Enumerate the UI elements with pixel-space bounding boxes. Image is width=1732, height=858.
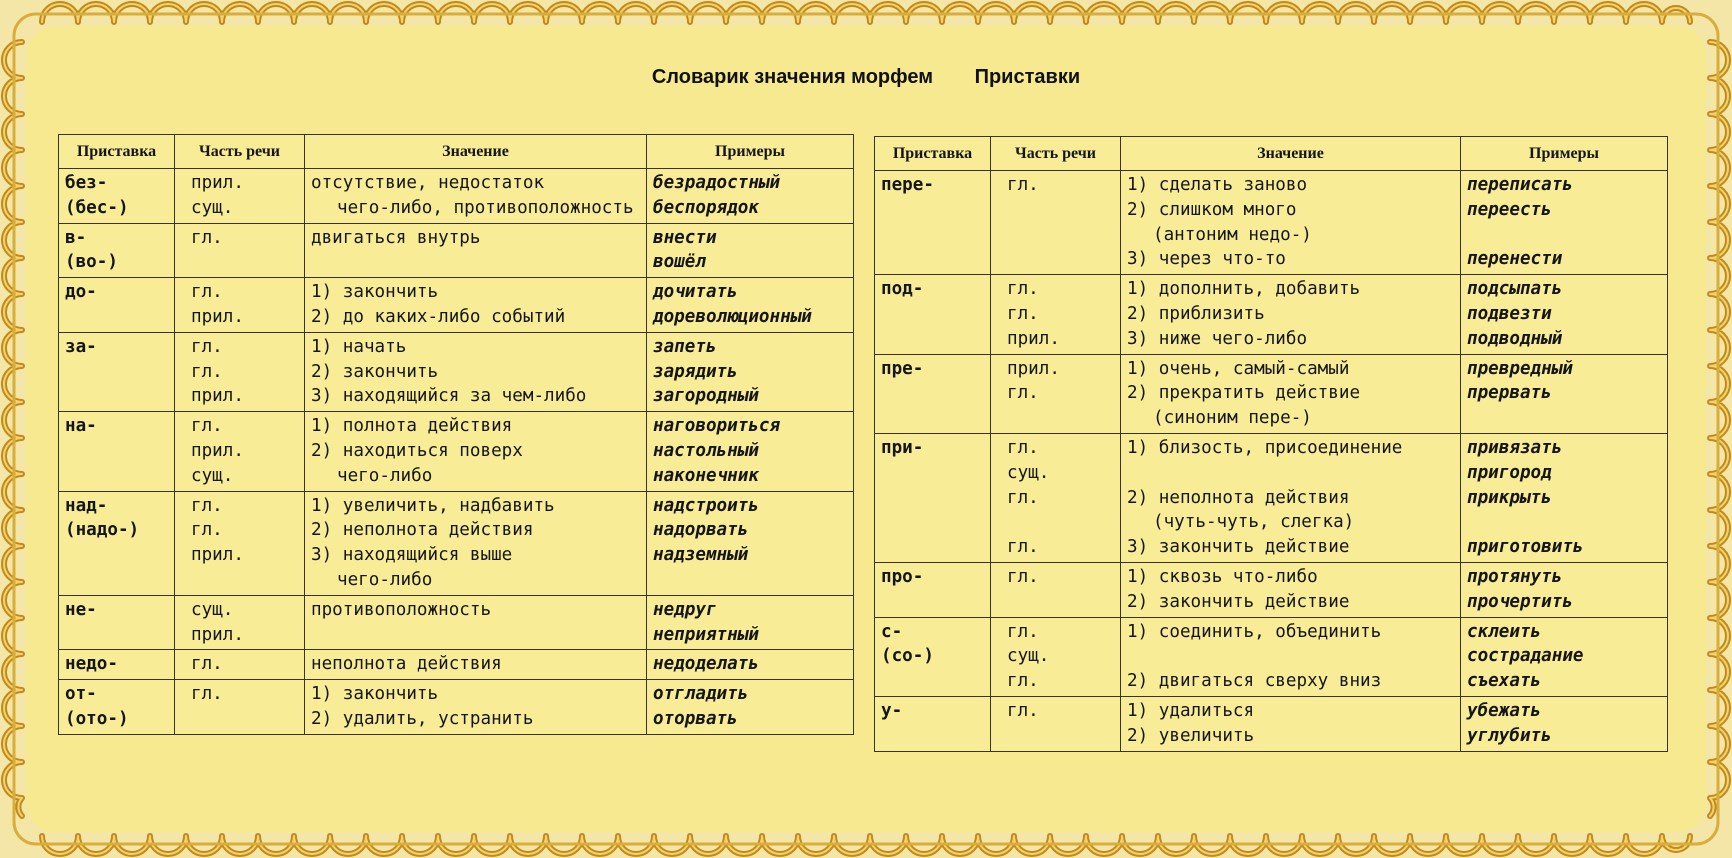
- cell-examples: [647, 223, 854, 278]
- left-prefix-table: [58, 134, 854, 735]
- examples-line: дочитать: [653, 282, 738, 303]
- table-row: [59, 412, 854, 491]
- pos-line: гл.: [191, 684, 223, 705]
- cell-meaning: [1121, 696, 1461, 751]
- meaning-line: [1127, 461, 1454, 486]
- table-row: [875, 562, 1668, 617]
- meaning-line: 2) приблизить: [1127, 303, 1265, 324]
- cell-meaning: [305, 412, 647, 491]
- meaning-line: 2) находиться поверх: [311, 440, 523, 461]
- examples-line: отгладить: [653, 684, 749, 705]
- cell-meaning: [305, 650, 647, 680]
- table-row: [875, 617, 1668, 696]
- header-meaning: Значение: [1121, 137, 1461, 171]
- prefix-line: в-: [65, 227, 87, 248]
- cell-meaning: [1121, 354, 1461, 433]
- pos-line: сущ.: [191, 197, 234, 218]
- table-row: [875, 171, 1668, 275]
- examples-line: недруг: [653, 599, 717, 620]
- pos-line: гл.: [191, 227, 223, 248]
- cell-examples: [1461, 275, 1668, 354]
- table-row: [59, 595, 854, 650]
- pos-line: гл.: [1007, 566, 1039, 587]
- meaning-line: 2) закончить действие: [1127, 591, 1350, 612]
- cell-prefix: [875, 562, 991, 617]
- prefix-line: не-: [65, 599, 97, 620]
- pos-line: гл.: [191, 416, 223, 437]
- cell-examples: [1461, 171, 1668, 275]
- examples-line: настольный: [653, 440, 759, 461]
- examples-line: пригород: [1467, 462, 1552, 483]
- examples-line: протянуть: [1467, 566, 1563, 587]
- examples-line: вошёл: [653, 252, 706, 273]
- header-pos: Часть речи: [175, 135, 305, 169]
- cell-part-of-speech: [175, 680, 305, 735]
- header-prefix: Приставка: [59, 135, 175, 169]
- examples-line: подводный: [1467, 328, 1563, 349]
- table-row: [59, 169, 854, 224]
- examples-line: надземный: [653, 545, 749, 566]
- cell-prefix: [59, 169, 175, 224]
- cell-part-of-speech: [175, 169, 305, 224]
- cell-examples: [1461, 433, 1668, 562]
- meaning-line: 3) находящийся за чем-либо: [311, 386, 587, 407]
- examples-line: [1467, 510, 1661, 535]
- cell-part-of-speech: [991, 696, 1121, 751]
- meaning-line: 1) близость, присоединение: [1127, 437, 1403, 458]
- cell-prefix: [59, 595, 175, 650]
- meaning-line: 3) ниже чего-либо: [1127, 328, 1308, 349]
- cell-prefix: [59, 332, 175, 411]
- meaning-line: 1) полнота действия: [311, 416, 513, 437]
- meaning-line: 2) двигаться сверху вниз: [1127, 671, 1382, 692]
- cell-part-of-speech: [991, 562, 1121, 617]
- examples-line: внести: [653, 227, 717, 248]
- meaning-line: 1) очень, самый-самый: [1127, 358, 1350, 379]
- meaning-line: 1) сделать заново: [1127, 175, 1308, 195]
- cell-examples: [1461, 696, 1668, 751]
- pos-line: гл.: [1007, 175, 1039, 195]
- prefix-line: (бес-): [65, 197, 129, 218]
- cell-part-of-speech: [175, 412, 305, 491]
- page-title: [0, 66, 1732, 89]
- table-row: [875, 696, 1668, 751]
- examples-line: приготовить: [1467, 537, 1584, 558]
- cell-prefix: [875, 171, 991, 275]
- pos-line: прил.: [1007, 358, 1060, 379]
- pos-line: прил.: [191, 306, 244, 327]
- meaning-line: чего-либо: [337, 465, 433, 486]
- prefix-line: при-: [881, 437, 924, 458]
- cell-prefix: [875, 275, 991, 354]
- meaning-line: (синоним пере-): [1153, 408, 1312, 429]
- pos-line: гл.: [1007, 383, 1039, 404]
- examples-line: [1467, 223, 1661, 248]
- meaning-line: 1) начать: [311, 336, 407, 357]
- prefix-line: про-: [881, 566, 924, 587]
- cell-prefix: [59, 278, 175, 333]
- cell-part-of-speech: [175, 332, 305, 411]
- examples-line: прервать: [1467, 383, 1552, 404]
- header-meaning: Значение: [305, 135, 647, 169]
- cell-meaning: [1121, 171, 1461, 275]
- meaning-line: 2) увеличить: [1127, 725, 1255, 746]
- cell-meaning: [1121, 562, 1461, 617]
- pos-line: [997, 510, 1114, 535]
- pos-line: гл.: [1007, 487, 1039, 508]
- examples-line: надорвать: [653, 520, 749, 541]
- cell-prefix: [875, 433, 991, 562]
- cell-examples: [647, 278, 854, 333]
- examples-line: превредный: [1467, 358, 1573, 379]
- examples-line: безрадостный: [653, 173, 781, 193]
- table-row: [875, 275, 1668, 354]
- cell-part-of-speech: [991, 275, 1121, 354]
- pos-line: гл.: [191, 282, 223, 303]
- pos-line: гл.: [1007, 621, 1039, 642]
- meaning-line: [1127, 644, 1454, 669]
- cell-part-of-speech: [175, 595, 305, 650]
- meaning-line: чего-либо: [337, 569, 433, 590]
- header-examples: Примеры: [647, 135, 854, 169]
- prefix-line: за-: [65, 336, 97, 357]
- cell-prefix: [59, 223, 175, 278]
- cell-meaning: [305, 491, 647, 595]
- cell-examples: [647, 332, 854, 411]
- pos-line: гл.: [1007, 279, 1039, 300]
- prefix-line: без-: [65, 173, 108, 193]
- pos-line: гл.: [191, 520, 223, 541]
- cell-examples: [647, 680, 854, 735]
- prefix-line: пере-: [881, 175, 934, 195]
- cell-examples: [647, 412, 854, 491]
- cell-part-of-speech: [175, 650, 305, 680]
- meaning-line: противоположность: [311, 599, 492, 620]
- header-prefix: Приставка: [875, 137, 991, 171]
- prefix-line: от-: [65, 684, 97, 705]
- prefix-line: (во-): [65, 252, 118, 273]
- cell-prefix: [59, 412, 175, 491]
- cell-part-of-speech: [175, 278, 305, 333]
- meaning-line: 1) дополнить, добавить: [1127, 279, 1361, 300]
- table-row: [875, 354, 1668, 433]
- meaning-line: 2) закончить: [311, 361, 439, 382]
- pos-line: сущ.: [1007, 646, 1050, 667]
- examples-line: прочертить: [1467, 591, 1573, 612]
- pos-line: гл.: [1007, 437, 1039, 458]
- cell-examples: [647, 491, 854, 595]
- cell-prefix: [875, 354, 991, 433]
- pos-line: гл.: [191, 336, 223, 357]
- meaning-line: 1) сквозь что-либо: [1127, 566, 1318, 587]
- cell-part-of-speech: [991, 354, 1121, 433]
- examples-line: сострадание: [1467, 646, 1584, 667]
- examples-line: переесть: [1467, 199, 1552, 220]
- cell-examples: [1461, 562, 1668, 617]
- cell-meaning: [1121, 275, 1461, 354]
- examples-line: привязать: [1467, 437, 1563, 458]
- examples-line: дореволюционный: [653, 306, 812, 327]
- table-row: [59, 491, 854, 595]
- meaning-line: 3) закончить действие: [1127, 537, 1350, 558]
- cell-part-of-speech: [175, 491, 305, 595]
- examples-line: съехать: [1467, 671, 1542, 692]
- meaning-line: 3) находящийся выше: [311, 545, 513, 566]
- table-header-row: [875, 137, 1668, 171]
- table-row: [59, 332, 854, 411]
- prefix-line: до-: [65, 282, 97, 303]
- cell-examples: [647, 650, 854, 680]
- meaning-line: 2) слишком много: [1127, 199, 1297, 220]
- table-row: [59, 223, 854, 278]
- prefix-line: у-: [881, 700, 903, 721]
- examples-line: зарядить: [653, 361, 738, 382]
- examples-line: переписать: [1467, 175, 1573, 195]
- pos-line: прил.: [191, 440, 244, 461]
- pos-line: прил.: [191, 173, 244, 193]
- meaning-line: 2) прекратить действие: [1127, 383, 1361, 404]
- examples-line: запеть: [653, 336, 717, 357]
- pos-line: сущ.: [191, 465, 234, 486]
- title-main: Словарик значения морфем: [651, 66, 934, 88]
- examples-line: оторвать: [653, 708, 738, 729]
- cell-prefix: [59, 491, 175, 595]
- pos-line: прил.: [191, 386, 244, 407]
- cell-meaning: [305, 595, 647, 650]
- pos-line: гл.: [1007, 700, 1039, 721]
- cell-meaning: [1121, 617, 1461, 696]
- prefix-line: на-: [65, 416, 97, 437]
- meaning-line: чего-либо, противоположность: [337, 197, 634, 218]
- examples-line: неприятный: [653, 624, 759, 645]
- cell-prefix: [59, 650, 175, 680]
- cell-meaning: [305, 680, 647, 735]
- prefix-line: с-: [881, 621, 903, 642]
- pos-line: гл.: [191, 654, 223, 675]
- cell-examples: [1461, 354, 1668, 433]
- pos-line: прил.: [1007, 328, 1060, 349]
- prefix-line: недо-: [65, 654, 118, 675]
- cell-prefix: [875, 617, 991, 696]
- examples-line: склеить: [1467, 621, 1542, 642]
- prefix-line: пре-: [881, 358, 924, 379]
- meaning-line: 2) неполнота действия: [311, 520, 534, 541]
- pos-line: сущ.: [191, 599, 234, 620]
- examples-line: загородный: [653, 386, 759, 407]
- table-row: [59, 278, 854, 333]
- examples-line: наговориться: [653, 416, 781, 437]
- meaning-line: 1) закончить: [311, 282, 439, 303]
- cell-prefix: [875, 696, 991, 751]
- pos-line: гл.: [1007, 303, 1039, 324]
- examples-line: перенести: [1467, 249, 1563, 270]
- meaning-line: двигаться внутрь: [311, 227, 481, 248]
- cell-meaning: [305, 278, 647, 333]
- cell-part-of-speech: [175, 223, 305, 278]
- right-prefix-table: [874, 136, 1668, 752]
- examples-line: убежать: [1467, 700, 1542, 721]
- cell-examples: [647, 169, 854, 224]
- pos-line: гл.: [1007, 537, 1039, 558]
- meaning-line: 1) соединить, объединить: [1127, 621, 1382, 642]
- pos-line: прил.: [191, 545, 244, 566]
- prefix-line: (ото-): [65, 708, 129, 729]
- examples-line: наконечник: [653, 465, 759, 486]
- prefix-line: (со-): [881, 646, 934, 667]
- cell-prefix: [59, 680, 175, 735]
- cell-part-of-speech: [991, 617, 1121, 696]
- header-examples: Примеры: [1461, 137, 1668, 171]
- cell-meaning: [1121, 433, 1461, 562]
- table-row: [59, 650, 854, 680]
- examples-line: подсыпать: [1467, 279, 1563, 300]
- pos-line: гл.: [191, 361, 223, 382]
- examples-line: недоделать: [653, 654, 759, 675]
- meaning-line: неполнота действия: [311, 654, 502, 675]
- examples-line: углубить: [1467, 725, 1552, 746]
- meaning-line: (чуть-чуть, слегка): [1153, 512, 1355, 533]
- pos-line: гл.: [1007, 671, 1039, 692]
- meaning-line: 2) удалить, устранить: [311, 708, 534, 729]
- examples-line: подвезти: [1467, 303, 1552, 324]
- cell-meaning: [305, 223, 647, 278]
- cell-part-of-speech: [991, 171, 1121, 275]
- prefix-line: над-: [65, 495, 108, 516]
- meaning-line: 2) неполнота действия: [1127, 487, 1350, 508]
- prefix-line: под-: [881, 279, 924, 300]
- meaning-line: 3) через что-то: [1127, 249, 1286, 270]
- meaning-line: 1) удалиться: [1127, 700, 1255, 721]
- cell-meaning: [305, 332, 647, 411]
- meaning-line: отсутствие, недостаток: [311, 173, 545, 193]
- pos-line: прил.: [191, 624, 244, 645]
- pos-line: сущ.: [1007, 462, 1050, 483]
- header-pos: Часть речи: [991, 137, 1121, 171]
- examples-line: надстроить: [653, 495, 759, 516]
- table-header-row: [59, 135, 854, 169]
- meaning-line: 2) до каких-либо событий: [311, 306, 566, 327]
- title-sub: Приставки: [974, 66, 1081, 88]
- meaning-line: 1) закончить: [311, 684, 439, 705]
- cell-examples: [647, 595, 854, 650]
- table-row: [59, 680, 854, 735]
- pos-line: гл.: [191, 495, 223, 516]
- examples-line: беспорядок: [653, 197, 759, 218]
- cell-examples: [1461, 617, 1668, 696]
- cell-part-of-speech: [991, 433, 1121, 562]
- examples-line: прикрыть: [1467, 487, 1552, 508]
- meaning-line: (антоним недо-): [1153, 224, 1312, 245]
- prefix-line: (надо-): [65, 520, 140, 541]
- table-row: [875, 433, 1668, 562]
- cell-meaning: [305, 169, 647, 224]
- meaning-line: 1) увеличить, надбавить: [311, 495, 555, 516]
